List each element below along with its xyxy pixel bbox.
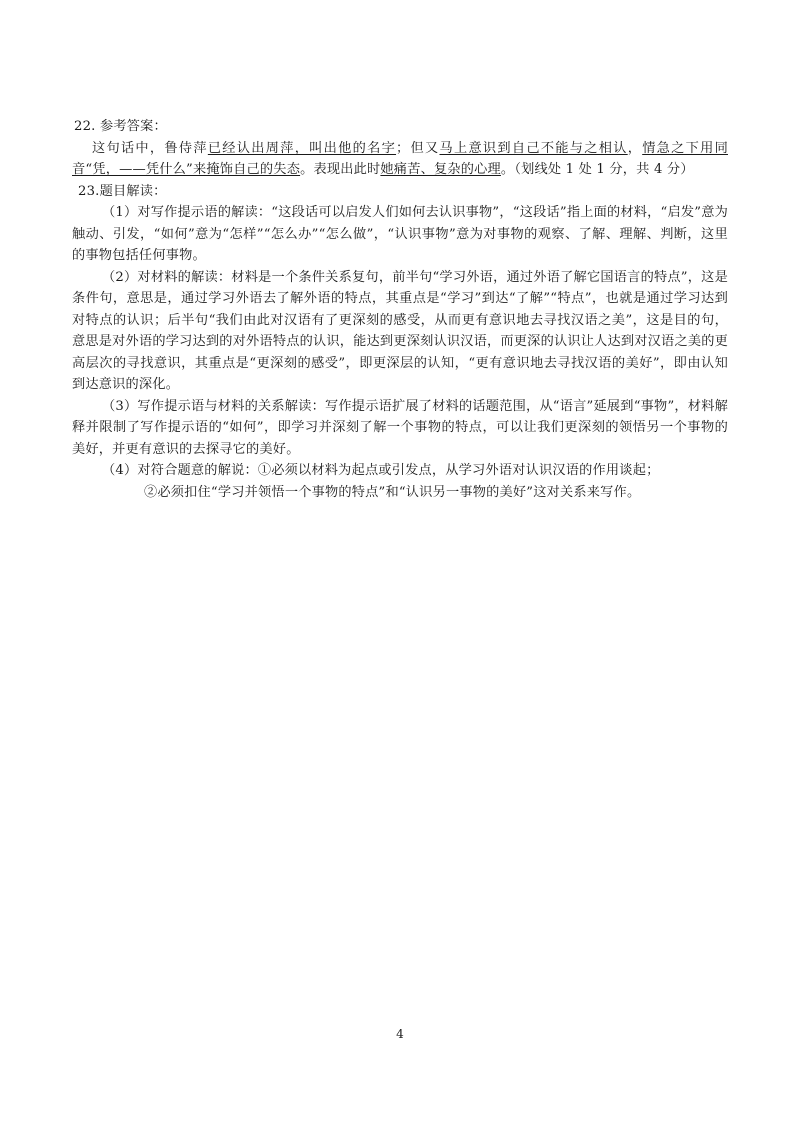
q22-text-5: 。（划线处 1 处 1 分，共 4 分） [500, 162, 694, 177]
q23-item-1: （1）对写作提示语的解读：“这段话可以启发人们如何去认识事物”，“这段话”指上面的材料，“启发”意为触动、引发，“如何”意为“怎样”“怎么办”“怎么做”，“认识事物”意为对事物的观察、了解、理解、判断，这里的事物包括任何事物。 [72, 205, 728, 263]
page-content [72, 116, 728, 503]
q23-item-3: （3）写作提示语与材料的关系解读：写作提示语扩展了材料的话题范围，从“语言”延展到“事物”，材料解释并限制了写作提示语的“如何”，即学习并深刻了解一个事物的特点，可以让我们更深刻的领悟另一个事物的美好，并更有意识的去探寻它的美好。 [72, 398, 728, 457]
q22-underline-2: 马上意识到自己不能与之相认 [439, 140, 628, 156]
q22-heading: 22. 参考答案： [74, 119, 167, 134]
q22-text-4: 。表现出此时 [300, 162, 381, 177]
q22-answer [72, 138, 728, 181]
q22-underline-3: 情急之下用同音“凭，——凭什么”来掩饰自己的失态 [72, 140, 728, 177]
q22-underline-4: 她痛苦、复杂的心理 [380, 162, 501, 177]
page-number: 4 [396, 1027, 404, 1041]
q22-underline-1: 已经认出周萍，叫出他的名字 [207, 140, 397, 156]
q23-item-2: （2）对材料的解读：材料是一个条件关系复句，前半句“学习外语，通过外语了解它国语言的特点”，这是条件句，意思是，通过学习外语去了解外语的特点，其重点是“学习”到达“了解”“特点”，也就是通过学习达到对特点的认识；后半句“我们由此对汉语有了更深刻的感受，从而更有意识地去寻找汉语之美”，这是目的句，意思是对外语的学习达到的对外语特点的认识，能达到更深刻认识汉语，而更深的认识让人达到对汉语之美的更高层次的寻找意识，其重点是“更深刻的感受”，即更深层的认知，“更有意识地去寻找汉语的美好”，即由认知到达意识的深化。 [72, 269, 728, 392]
q23-item-4-continuation: ②必须扣住“学习并领悟一个事物的特点”和“认识另一事物的美好”这对关系来写作。 [144, 484, 641, 500]
q22-text-3: ， [627, 140, 643, 156]
q22-text-2: ；但又 [396, 140, 440, 156]
q22-text-1: 这句话中，鲁侍萍 [92, 140, 208, 156]
q23-item-4: （4）对符合题意的解说：①必须以材料为起点或引发点，从学习外语对认识汉语的作用谈起； [102, 463, 660, 478]
q23-heading: 23.题目解读： [78, 183, 167, 199]
